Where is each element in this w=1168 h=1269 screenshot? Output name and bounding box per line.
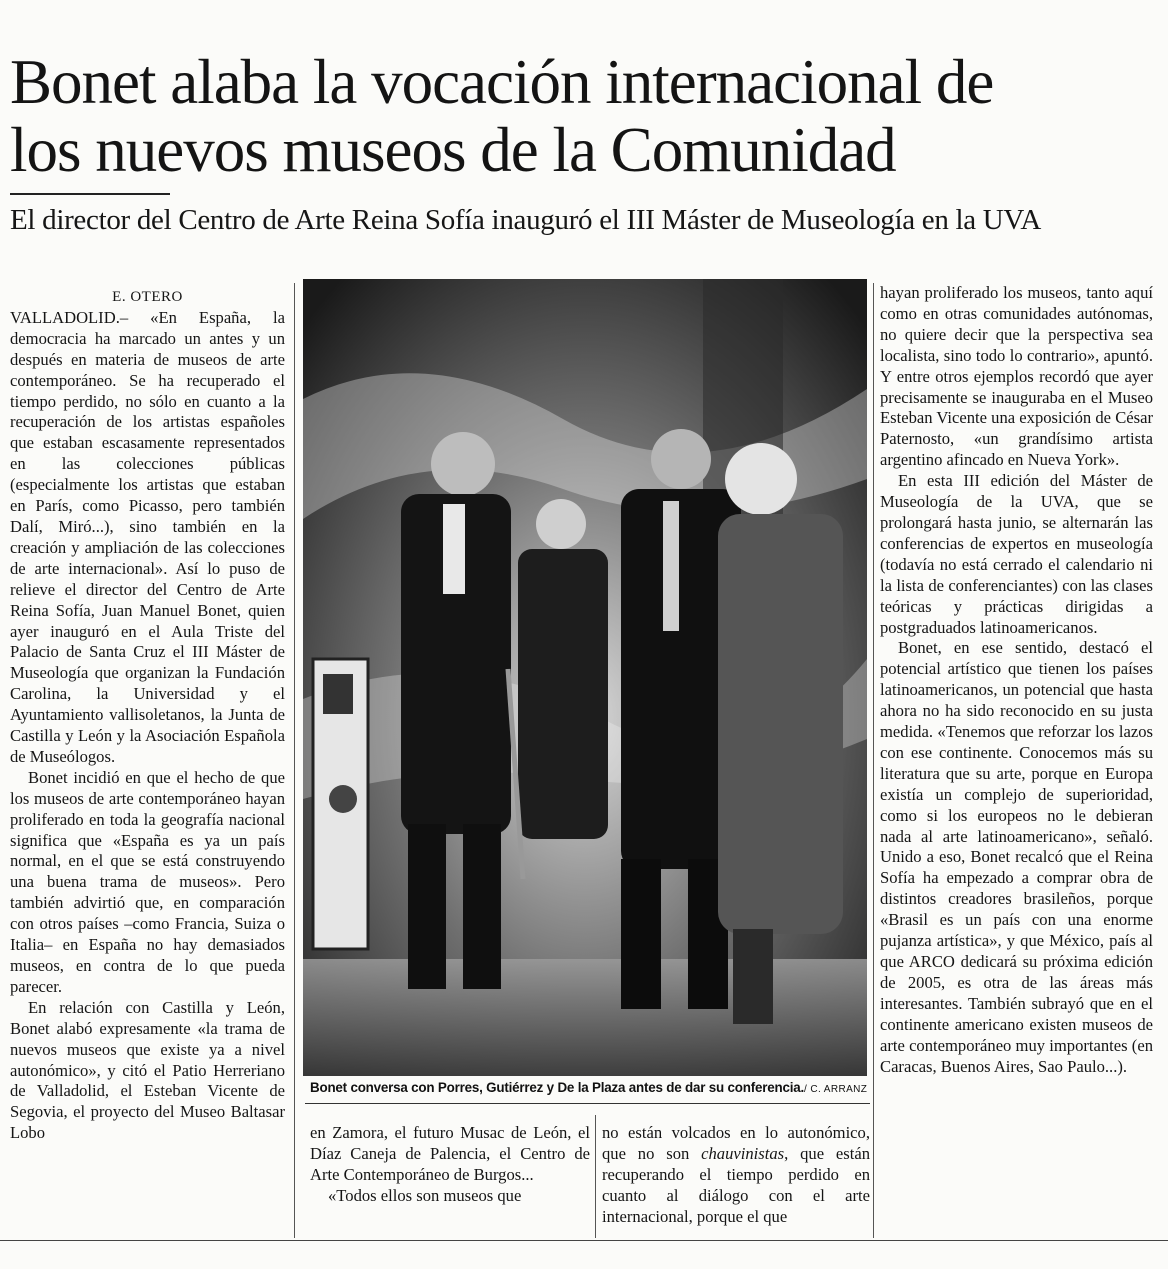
text-run: , que están recuperando el tiempo perdido en cuanto al diálogo con el arte internacional, porque el que [602,1143,870,1226]
paragraph [602,1123,870,1228]
headline-line-2: los nuevos museos de la Comunidad [10,115,896,185]
article-column-2 [310,1123,590,1207]
page-bottom-rule [0,1240,1168,1241]
paragraph: En relación con Castilla y León, Bonet alabó expresamente «la trama de nuevos museos que existe ya a nivel autonómico», y citó el Patio Herreriano de Valladolid, el Esteban Vicente de Segovia, el proyecto del Museo Baltasar Lobo [10,997,285,1143]
paragraph: En esta III edición del Máster de Museología de la UVA, que se prolongará hasta junio, se alternarán las conferencias de expertos en museología (todavía no está cerrado el calendario ni la lista de conferenciantes) con las clases teóricas y prácticas dirigidas a postgraduados latinoamericanos. [880,471,1153,637]
paragraph: Bonet incidió en que el hecho de que los museos de arte contemporáneo hayan proliferado en toda la geografía nacional significa que «España es ya un país normal, en el que se está construyendo una buena trama de museos». Pero también advirtió que, en comparación con otros países –como Francia, Suiza o Italia– en España no hay demasiados museos, en contra de lo que pueda parecer. [10,767,285,996]
paragraph: VALLADOLID.– «En España, la democracia ha marcado un antes y un después en materia de museos de arte contemporáneo. Se ha recuperado el tiempo perdido, no sólo en cuanto a la recuperación de los artistas españoles que estaban escasamente representados en las colecciones públicas (especialmente los artistas que estaban en París, como Picasso, pero también Dalí, Miró...), sino también en la creación y ampliación de las colecciones de arte internacional». Así lo puso de relieve el director del Centro de Arte Reina Sofía, Juan Manuel Bonet, quien ayer inauguró en el Aula Triste del Palacio de Santa Cruz el III Máster de Museología que organizan la Fundación Carolina, la Universidad y el Ayuntamiento vallisoletanos, la Junta de Castilla y León y la Asociación Española de Museólogos. [10,307,285,766]
photo-illustration [303,279,867,1076]
paragraph: Bonet, en ese sentido, destacó el potencial artístico que tienen los países latinoamericanos, un potencial que hasta ahora no ha sido reconocido en su justa medida. «Tenemos que reforzar los lazos con ese continente. Conocemos más su literatura que su arte, porque en Europa existía un complejo de superioridad, como si los europeos no le debieran nada al arte latinoamericano», señaló. Unido a eso, Bonet recalcó que el Reina Sofía ha empezado a comprar obra de distintos creadores brasileños, porque «Brasil es un país con una enorme pujanza artística», y que México, país al que ARCO dedicará su próxima edición de 2005, es otra de las áreas más interesantes. También subrayó que en el continente americano existen museos de arte contemporáneo muy importantes (en Caracas, Buenos Aires, Sao Paulo...). [880,638,1153,1076]
paragraph: hayan proliferado los museos, tanto aquí como en otras comunidades autónomas, no quiere decir que la perspectiva sea localista, sino todo lo contrario», apuntó. Y entre otros ejemplos recordó que ayer precisamente se inauguraba en el Museo Esteban Vicente una exposición de César Paternosto, «un grandísimo artista argentino afincado en Nueva York». [880,283,1153,470]
photo-credit: / C. ARRANZ [803,1084,868,1095]
paragraph: «Todos ellos son museos que [328,1185,522,1205]
caption-text: Bonet conversa con Porres, Gutiérrez y De la Plaza antes de dar su conferencia. [310,1080,804,1095]
subheadline: El director del Centro de Arte Reina Sofía inauguró el III Máster de Museología en la UVA [10,204,1041,236]
column-divider [595,1115,596,1238]
paragraph: en Zamora, el futuro Musac de León, el Díaz Caneja de Palencia, el Centro de Arte Contemporáneo de Burgos... [310,1123,590,1184]
column-divider [294,283,295,1238]
text-run: no están volcados en lo autonómico, que no son [602,1123,870,1163]
article-column-1 [10,287,285,1144]
photo-caption [310,1080,870,1095]
column-divider [873,283,874,1238]
headline [10,48,1160,184]
news-photo [303,279,867,1076]
article-column-4 [880,283,1153,1077]
article-column-3 [602,1123,870,1228]
headline-line-1: Bonet alaba la vocación internacional de [10,47,994,117]
byline: E. OTERO [112,289,183,305]
italic-word: chauvinistas [701,1143,785,1163]
headline-rule [10,193,170,195]
caption-rule [305,1103,870,1104]
